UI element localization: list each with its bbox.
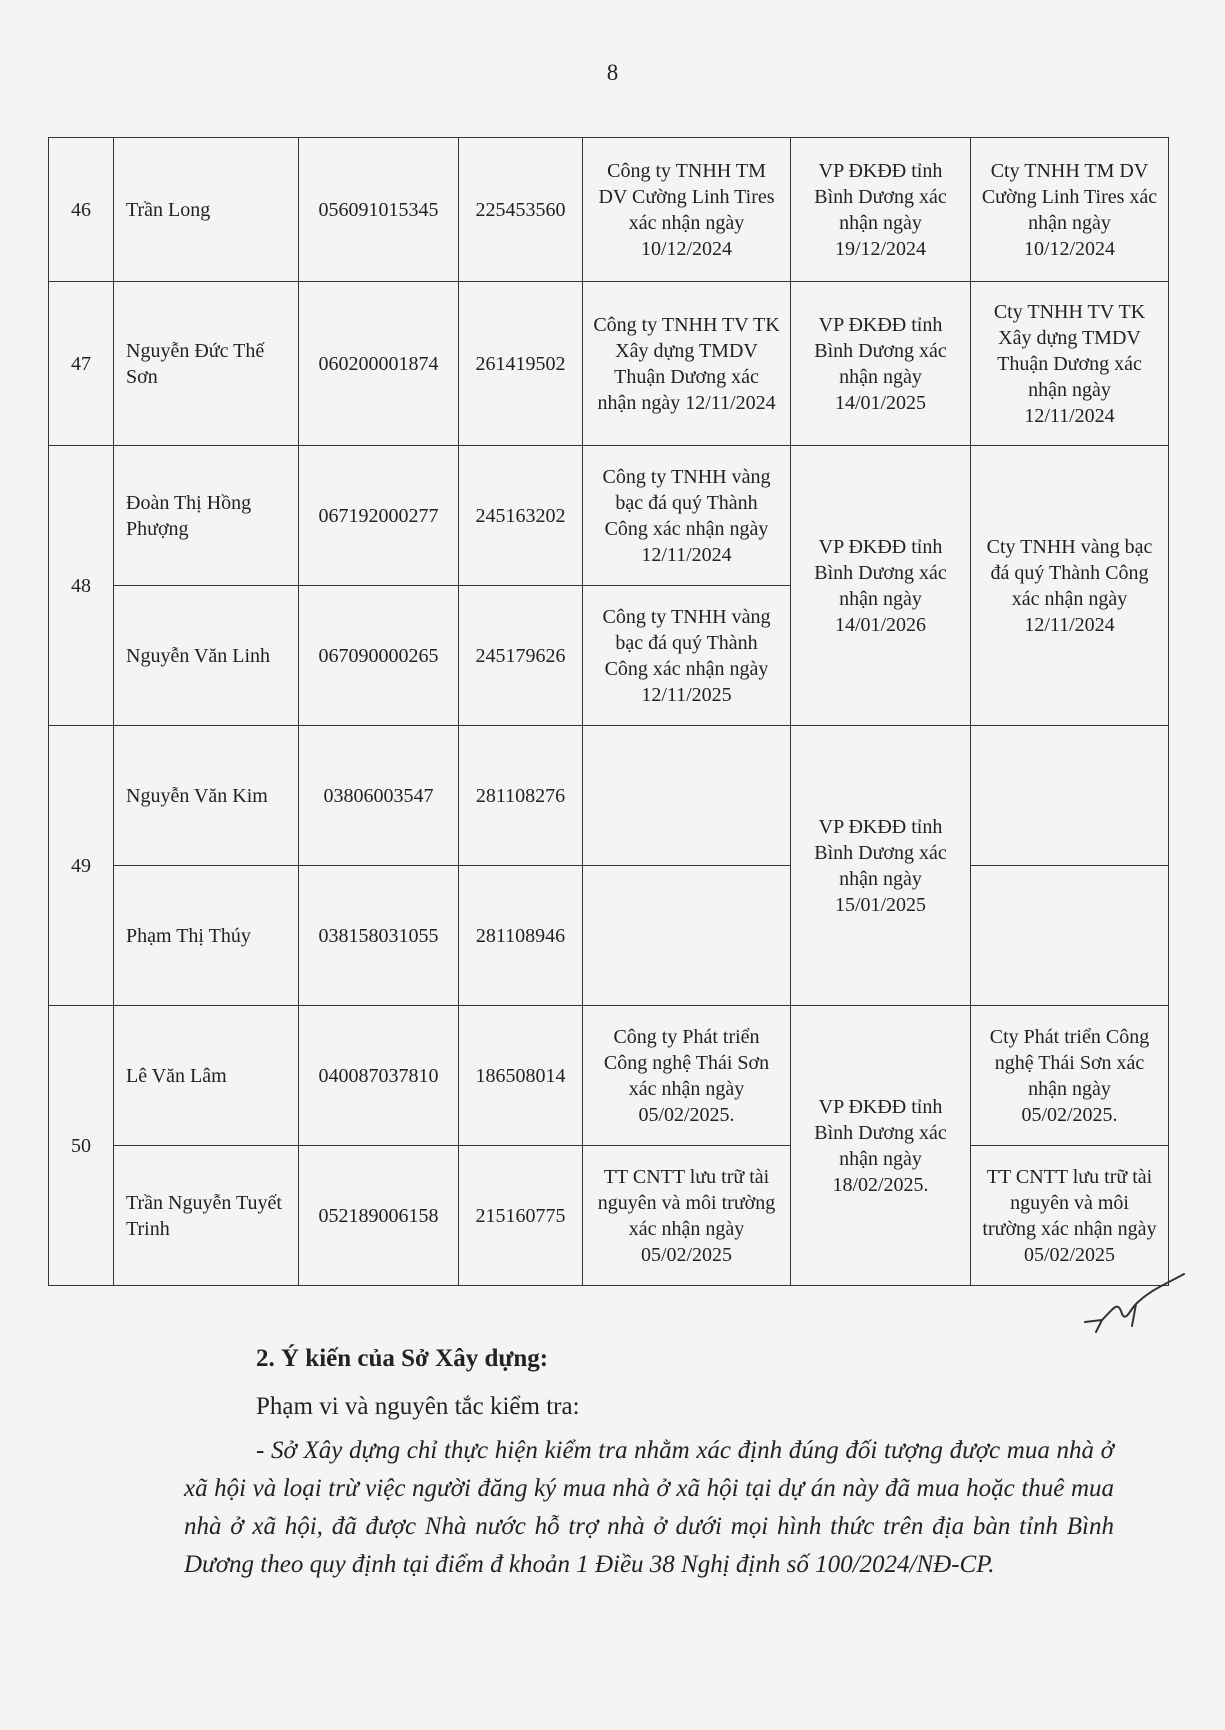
table-row	[49, 726, 1169, 866]
name-cell: Phạm Thị Thúy	[114, 866, 299, 1006]
office-cell: VP ĐKĐĐ tỉnh Bình Dương xác nhận ngày 14/01/2025	[791, 282, 971, 446]
employer-cell: Công ty TNHH TV TK Xây dựng TMDV Thuận Dương xác nhận ngày 12/11/2024	[583, 282, 791, 446]
stt-cell: 50	[49, 1006, 114, 1286]
workplace-cell	[971, 726, 1169, 866]
stt-cell: 47	[49, 282, 114, 446]
employer-cell: Công ty Phát triển Công nghệ Thái Sơn xác nhận ngày 05/02/2025.	[583, 1006, 791, 1146]
name-cell: Đoàn Thị Hồng Phượng	[114, 446, 299, 586]
stt-cell: 46	[49, 138, 114, 282]
employer-cell: Công ty TNHH vàng bạc đá quý Thành Công xác nhận ngày 12/11/2025	[583, 586, 791, 726]
workplace-cell: Cty TNHH TM DV Cường Linh Tires xác nhận ngày 10/12/2024	[971, 138, 1169, 282]
old-id-cell: 245163202	[459, 446, 583, 586]
name-cell: Lê Văn Lâm	[114, 1006, 299, 1146]
records-table	[48, 137, 1169, 1286]
signature-mark	[1080, 1270, 1190, 1340]
old-id-cell: 245179626	[459, 586, 583, 726]
table-row	[49, 282, 1169, 446]
employer-cell	[583, 726, 791, 866]
old-id-cell: 261419502	[459, 282, 583, 446]
employer-cell: Công ty TNHH TM DV Cường Linh Tires xác nhận ngày 10/12/2024	[583, 138, 791, 282]
name-cell: Nguyễn Văn Linh	[114, 586, 299, 726]
office-cell: VP ĐKĐĐ tỉnh Bình Dương xác nhận ngày 15/01/2025	[791, 726, 971, 1006]
stt-cell: 48	[49, 446, 114, 726]
stt-cell: 49	[49, 726, 114, 1006]
id-number-cell: 052189006158	[299, 1146, 459, 1286]
office-cell: VP ĐKĐĐ tỉnh Bình Dương xác nhận ngày 18/02/2025.	[791, 1006, 971, 1286]
section-scope: Phạm vi và nguyên tắc kiểm tra:	[256, 1393, 580, 1420]
table-row	[49, 446, 1169, 586]
name-cell: Trần Long	[114, 138, 299, 282]
workplace-cell: Cty Phát triển Công nghệ Thái Sơn xác nhận ngày 05/02/2025.	[971, 1006, 1169, 1146]
id-number-cell: 038158031055	[299, 866, 459, 1006]
old-id-cell: 281108946	[459, 866, 583, 1006]
table-row	[49, 866, 1169, 1006]
id-number-cell: 067192000277	[299, 446, 459, 586]
id-number-cell: 03806003547	[299, 726, 459, 866]
office-cell: VP ĐKĐĐ tỉnh Bình Dương xác nhận ngày 19/12/2024	[791, 138, 971, 282]
table-row	[49, 1146, 1169, 1286]
id-number-cell: 040087037810	[299, 1006, 459, 1146]
id-number-cell: 056091015345	[299, 138, 459, 282]
table-row	[49, 138, 1169, 282]
id-number-cell: 067090000265	[299, 586, 459, 726]
table-row	[49, 1006, 1169, 1146]
id-number-cell: 060200001874	[299, 282, 459, 446]
name-cell: Nguyễn Văn Kim	[114, 726, 299, 866]
workplace-cell: Cty TNHH TV TK Xây dựng TMDV Thuận Dương xác nhận ngày 12/11/2024	[971, 282, 1169, 446]
employer-cell: Công ty TNHH vàng bạc đá quý Thành Công xác nhận ngày 12/11/2024	[583, 446, 791, 586]
old-id-cell: 215160775	[459, 1146, 583, 1286]
employer-cell: TT CNTT lưu trữ tài nguyên và môi trường xác nhận ngày 05/02/2025	[583, 1146, 791, 1286]
page-number: 8	[606, 60, 619, 85]
name-cell: Nguyễn Đức Thế Sơn	[114, 282, 299, 446]
employer-cell	[583, 866, 791, 1006]
old-id-cell: 281108276	[459, 726, 583, 866]
office-cell: VP ĐKĐĐ tỉnh Bình Dương xác nhận ngày 14/01/2026	[791, 446, 971, 726]
workplace-cell: Cty TNHH vàng bạc đá quý Thành Công xác nhận ngày 12/11/2024	[971, 446, 1169, 726]
name-cell: Trần Nguyễn Tuyết Trinh	[114, 1146, 299, 1286]
section-title: 2. Ý kiến của Sở Xây dựng:	[256, 1345, 549, 1372]
old-id-cell: 186508014	[459, 1006, 583, 1146]
section-paragraph: - Sở Xây dựng chỉ thực hiện kiểm tra nhằm xác định đúng đối tượng được mua nhà ở xã hội và loại trừ việc người đăng ký mua nhà ở xã hội tại dự án này đã mua hoặc thuê mua nhà ở xã hội, đã được Nhà nước hỗ trợ nhà ở dưới mọi hình thức trên địa bàn tỉnh Bình Dương theo quy định tại điểm đ khoản 1 Điều 38 Nghị định số 100/2024/NĐ-CP.	[184, 1437, 1114, 1578]
old-id-cell: 225453560	[459, 138, 583, 282]
workplace-cell: TT CNTT lưu trữ tài nguyên và môi trường xác nhận ngày 05/02/2025	[971, 1146, 1169, 1286]
workplace-cell	[971, 866, 1169, 1006]
